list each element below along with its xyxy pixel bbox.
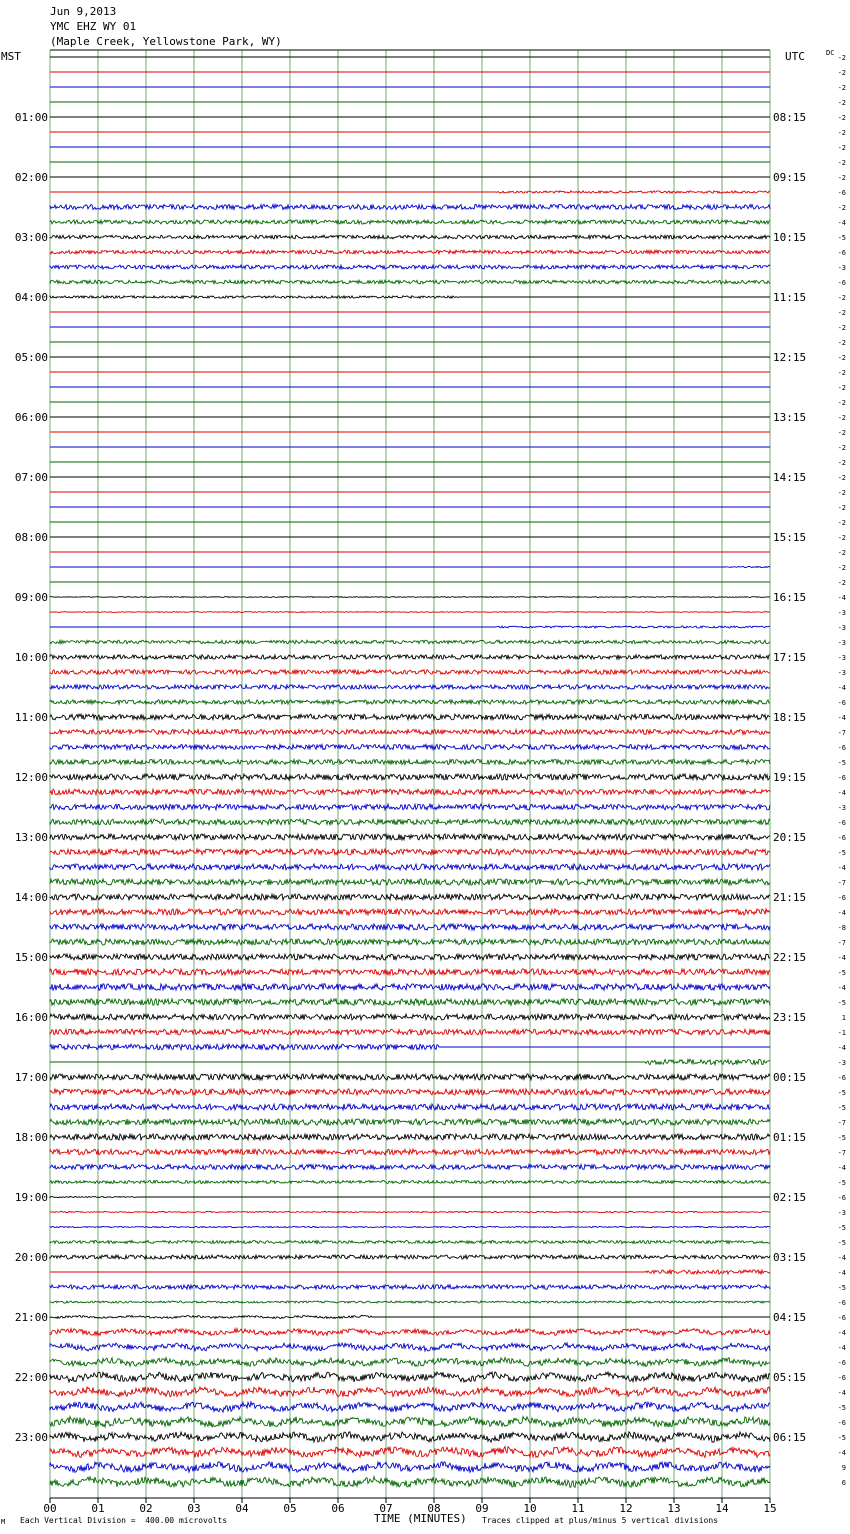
x-tick-label: 13	[667, 1502, 681, 1515]
trace-row	[50, 1241, 770, 1244]
mst-hour-label: 07:00	[14, 471, 48, 484]
utc-hour-label: 01:15	[773, 1131, 807, 1144]
trace-row	[50, 819, 770, 825]
dc-offset-value: -5	[837, 1404, 846, 1412]
dc-offset-value: -2	[837, 99, 846, 107]
dc-offset-value: -5	[837, 1089, 846, 1097]
dc-offset-value: -2	[837, 144, 846, 152]
trace-row	[50, 1255, 770, 1259]
dc-offset-value: -4	[837, 1269, 846, 1277]
x-tick-label: 06	[331, 1502, 345, 1515]
mst-hour-label: 08:00	[14, 531, 48, 544]
trace-row	[50, 879, 770, 885]
dc-offset-value: 6	[841, 1479, 846, 1487]
trace-row	[50, 999, 770, 1005]
trace-row	[50, 1044, 770, 1050]
utc-hour-label: 15:15	[773, 531, 807, 544]
dc-offset-value: -7	[837, 879, 846, 887]
clipping-note: Traces clipped at plus/minus 5 vertical divisions	[482, 1516, 719, 1525]
utc-hour-label: 08:15	[773, 111, 807, 124]
record-date: Jun 9,2013	[50, 5, 117, 18]
utc-hour-label: 21:15	[773, 891, 807, 904]
mst-hour-label: 20:00	[14, 1251, 48, 1264]
trace-row	[50, 1059, 770, 1064]
dc-offset-value: -6	[837, 774, 846, 782]
dc-offset-value: -3	[837, 654, 846, 662]
utc-hour-label: 22:15	[773, 951, 807, 964]
x-tick-label: 02	[139, 1502, 153, 1515]
x-tick-label: 00	[43, 1502, 57, 1515]
dc-offset-value: -2	[837, 159, 846, 167]
trace-row	[50, 894, 770, 900]
x-axis-title: TIME (MINUTES)	[374, 1512, 467, 1525]
dc-offset-value: -2	[837, 429, 846, 437]
dc-offset-value: -5	[837, 849, 846, 857]
trace-row	[50, 220, 770, 224]
dc-offset-heading: DC	[826, 49, 835, 57]
x-tick-label: 14	[715, 1502, 729, 1515]
seismic-traces	[50, 57, 770, 1487]
utc-hour-label: 23:15	[773, 1011, 807, 1024]
mst-hour-label: 04:00	[14, 291, 48, 304]
dc-offset-value: -7	[837, 1149, 846, 1157]
dc-offset-value: -2	[837, 489, 846, 497]
corner-mark: M	[1, 1518, 6, 1526]
dc-offset-value: -5	[837, 1239, 846, 1247]
trace-row	[50, 1029, 770, 1035]
utc-hour-label: 06:15	[773, 1431, 807, 1444]
dc-offset-value: -5	[837, 1434, 846, 1442]
trace-row	[50, 235, 770, 239]
trace-row	[50, 804, 770, 810]
trace-row	[50, 1211, 770, 1212]
mst-hour-label: 13:00	[14, 831, 48, 844]
axis-labels	[15, 54, 846, 1515]
trace-row	[50, 1181, 770, 1184]
mst-hour-label: 01:00	[14, 111, 48, 124]
dc-offset-value: -6	[837, 1374, 846, 1382]
dc-offset-value: -4	[837, 1254, 846, 1262]
trace-row	[50, 1196, 770, 1197]
trace-row	[50, 191, 770, 193]
dc-offset-value: -4	[837, 684, 846, 692]
dc-offset-value: -2	[837, 564, 846, 572]
trace-row	[50, 969, 770, 975]
trace-row	[50, 864, 770, 870]
dc-offset-value: -2	[837, 519, 846, 527]
mst-hour-label: 10:00	[14, 651, 48, 664]
trace-row	[50, 640, 770, 644]
utc-hour-label: 19:15	[773, 771, 807, 784]
trace-row	[50, 1329, 770, 1336]
dc-offset-value: 1	[841, 1014, 846, 1022]
dc-offset-value: -5	[837, 1134, 846, 1142]
dc-offset-value: -4	[837, 1344, 846, 1352]
mst-hour-label: 14:00	[14, 891, 48, 904]
mst-hour-label: 21:00	[14, 1311, 48, 1324]
trace-row	[50, 1014, 770, 1020]
dc-offset-value: -2	[837, 579, 846, 587]
dc-offset-value: -3	[837, 804, 846, 812]
trace-row	[50, 1089, 770, 1095]
dc-offset-value: -6	[837, 1419, 846, 1427]
dc-offset-value: -2	[837, 549, 846, 557]
dc-offset-value: -4	[837, 984, 846, 992]
dc-offset-value: -5	[837, 969, 846, 977]
mst-hour-label: 05:00	[14, 351, 48, 364]
trace-row	[50, 1165, 770, 1170]
dc-offset-value: -6	[837, 834, 846, 842]
trace-row	[50, 1358, 770, 1367]
dc-offset-value: -2	[837, 204, 846, 212]
utc-hour-label: 04:15	[773, 1311, 807, 1324]
trace-row	[50, 834, 770, 840]
dc-offset-value: -6	[837, 249, 846, 257]
mst-hour-label: 18:00	[14, 1131, 48, 1144]
x-tick-label: 05	[283, 1502, 297, 1515]
dc-offset-value: -6	[837, 1074, 846, 1082]
mst-hour-label: 15:00	[14, 951, 48, 964]
utc-hour-label: 02:15	[773, 1191, 807, 1204]
trace-row	[50, 280, 770, 284]
dc-offset-value: -3	[837, 609, 846, 617]
utc-hour-label: 17:15	[773, 651, 807, 664]
x-tick-label: 15	[763, 1502, 777, 1515]
dc-offset-value: -6	[837, 279, 846, 287]
dc-offset-value: -7	[837, 939, 846, 947]
dc-offset-value: -4	[837, 1164, 846, 1172]
trace-row	[50, 1226, 770, 1227]
dc-offset-value: -5	[837, 999, 846, 1007]
mst-hour-label: 11:00	[14, 711, 48, 724]
dc-offset-value: -2	[837, 444, 846, 452]
x-tick-label: 01	[91, 1502, 105, 1515]
trace-row	[50, 1074, 770, 1080]
dc-offset-value: -6	[837, 744, 846, 752]
trace-row	[50, 730, 770, 735]
x-tick-label: 10	[523, 1502, 537, 1515]
trace-row	[50, 1301, 770, 1303]
dc-offset-value: -6	[837, 894, 846, 902]
mst-hour-label: 17:00	[14, 1071, 48, 1084]
trace-row	[50, 849, 770, 855]
trace-row	[50, 1387, 770, 1397]
trace-row	[50, 924, 770, 930]
dc-offset-value: -2	[837, 84, 846, 92]
dc-offset-value: -2	[837, 339, 846, 347]
station-location: (Maple Creek, Yellowstone Park, WY)	[50, 35, 282, 48]
dc-offset-value: -2	[837, 69, 846, 77]
mst-hour-label: 16:00	[14, 1011, 48, 1024]
dc-offset-value: -3	[837, 264, 846, 272]
trace-row	[50, 1447, 770, 1458]
trace-row	[50, 670, 770, 674]
dc-offset-value: -8	[837, 924, 846, 932]
dc-offset-value: -7	[837, 1119, 846, 1127]
x-tick-label: 03	[187, 1502, 201, 1515]
dc-offset-value: -4	[837, 789, 846, 797]
dc-offset-value: -2	[837, 174, 846, 182]
trace-row	[50, 1104, 770, 1110]
utc-hour-label: 05:15	[773, 1371, 807, 1384]
dc-offset-value: -2	[837, 324, 846, 332]
utc-hour-label: 03:15	[773, 1251, 807, 1264]
dc-offset-value: -3	[837, 624, 846, 632]
mst-hour-label: 06:00	[14, 411, 48, 424]
trace-row	[50, 1149, 770, 1155]
trace-row	[50, 1285, 770, 1289]
trace-row	[50, 1119, 770, 1125]
trace-row	[50, 1417, 770, 1428]
trace-row	[50, 774, 770, 780]
trace-row	[50, 626, 770, 628]
utc-hour-label: 20:15	[773, 831, 807, 844]
dc-offset-value: -5	[837, 1224, 846, 1232]
dc-offset-value: -2	[837, 474, 846, 482]
mst-hour-label: 09:00	[14, 591, 48, 604]
dc-offset-value: -2	[837, 369, 846, 377]
dc-offset-value: -4	[837, 1389, 846, 1397]
trace-row	[50, 1462, 770, 1473]
dc-offset-value: -2	[837, 504, 846, 512]
dc-offset-value: -6	[837, 819, 846, 827]
dc-offset-value: -5	[837, 1104, 846, 1112]
x-tick-label: 09	[475, 1502, 489, 1515]
trace-row	[50, 205, 770, 210]
utc-hour-label: 10:15	[773, 231, 807, 244]
utc-hour-label: 11:15	[773, 291, 807, 304]
dc-offset-value: -4	[837, 1449, 846, 1457]
trace-row	[50, 655, 770, 659]
mst-hour-label: 22:00	[14, 1371, 48, 1384]
dc-offset-value: -2	[837, 129, 846, 137]
trace-row	[50, 597, 770, 598]
dc-offset-value: -2	[837, 114, 846, 122]
mst-hour-label: 02:00	[14, 171, 48, 184]
utc-hour-label: 09:15	[773, 171, 807, 184]
trace-row	[50, 1432, 770, 1442]
trace-row	[50, 1315, 770, 1318]
dc-offset-value: -2	[837, 459, 846, 467]
dc-offset-value: -4	[837, 864, 846, 872]
dc-offset-value: -4	[837, 954, 846, 962]
trace-row	[50, 1372, 770, 1382]
trace-row	[50, 685, 770, 689]
trace-row	[50, 566, 770, 567]
dc-offset-value: -2	[837, 399, 846, 407]
dc-offset-value: -3	[837, 1059, 846, 1067]
dc-offset-value: -4	[837, 714, 846, 722]
dc-offset-value: -4	[837, 594, 846, 602]
utc-hour-label: 16:15	[773, 591, 807, 604]
mst-hour-label: 12:00	[14, 771, 48, 784]
trace-row	[50, 984, 770, 990]
utc-hour-label: 00:15	[773, 1071, 807, 1084]
trace-row	[50, 1270, 770, 1274]
station-code: YMC EHZ WY 01	[50, 20, 137, 33]
trace-row	[50, 954, 770, 960]
trace-row	[50, 265, 770, 269]
dc-offset-value: -2	[837, 309, 846, 317]
utc-hour-label: 18:15	[773, 711, 807, 724]
dc-offset-value: -6	[837, 1194, 846, 1202]
dc-offset-value: -5	[837, 759, 846, 767]
dc-offset-value: 9	[841, 1464, 846, 1472]
trace-row	[50, 939, 770, 945]
vertical-scale-note: Each Vertical Division = 400.00 microvolts	[20, 1516, 228, 1525]
dc-offset-value: -3	[837, 639, 846, 647]
dc-offset-value: -4	[837, 219, 846, 227]
trace-row	[50, 714, 770, 720]
dc-offset-value: -2	[837, 54, 846, 62]
utc-hour-label: 14:15	[773, 471, 807, 484]
trace-row	[50, 1343, 770, 1351]
trace-row	[50, 789, 770, 795]
trace-row	[50, 612, 770, 613]
dc-offset-value: -7	[837, 729, 846, 737]
dc-offset-value: -2	[837, 354, 846, 362]
utc-hour-label: 12:15	[773, 351, 807, 364]
dc-offset-value: -2	[837, 414, 846, 422]
dc-offset-value: -4	[837, 909, 846, 917]
trace-row	[50, 909, 770, 915]
right-timezone-label: UTC	[785, 50, 805, 63]
dc-offset-value: -2	[837, 294, 846, 302]
x-tick-label: 04	[235, 1502, 249, 1515]
trace-row	[50, 1402, 770, 1412]
dc-offset-value: -2	[837, 384, 846, 392]
trace-row	[50, 1134, 770, 1140]
left-timezone-label: MST	[1, 50, 21, 63]
x-tick-label: 11	[571, 1502, 585, 1515]
trace-row	[50, 760, 770, 765]
mst-hour-label: 23:00	[14, 1431, 48, 1444]
x-tick-label: 08	[427, 1502, 441, 1515]
dc-offset-value: -6	[837, 1359, 846, 1367]
dc-offset-value: -6	[837, 189, 846, 197]
x-tick-label: 12	[619, 1502, 633, 1515]
trace-row	[50, 700, 770, 704]
utc-hour-label: 13:15	[773, 411, 807, 424]
trace-row	[50, 1477, 770, 1488]
dc-offset-value: -4	[837, 1044, 846, 1052]
dc-offset-value: -2	[837, 534, 846, 542]
trace-row	[50, 250, 770, 254]
dc-offset-value: -6	[837, 1314, 846, 1322]
dc-offset-value: -5	[837, 234, 846, 242]
dc-offset-value: -5	[837, 1284, 846, 1292]
x-tick-label: 07	[379, 1502, 393, 1515]
dc-offset-value: -6	[837, 1299, 846, 1307]
mst-hour-label: 19:00	[14, 1191, 48, 1204]
dc-offset-value: -5	[837, 1179, 846, 1187]
dc-offset-value: -3	[837, 1209, 846, 1217]
trace-row	[50, 745, 770, 750]
dc-offset-value: -3	[837, 669, 846, 677]
dc-offset-value: -1	[837, 1029, 846, 1037]
mst-hour-label: 03:00	[14, 231, 48, 244]
trace-row	[50, 296, 770, 298]
dc-offset-value: -6	[837, 699, 846, 707]
dc-offset-value: -4	[837, 1329, 846, 1337]
